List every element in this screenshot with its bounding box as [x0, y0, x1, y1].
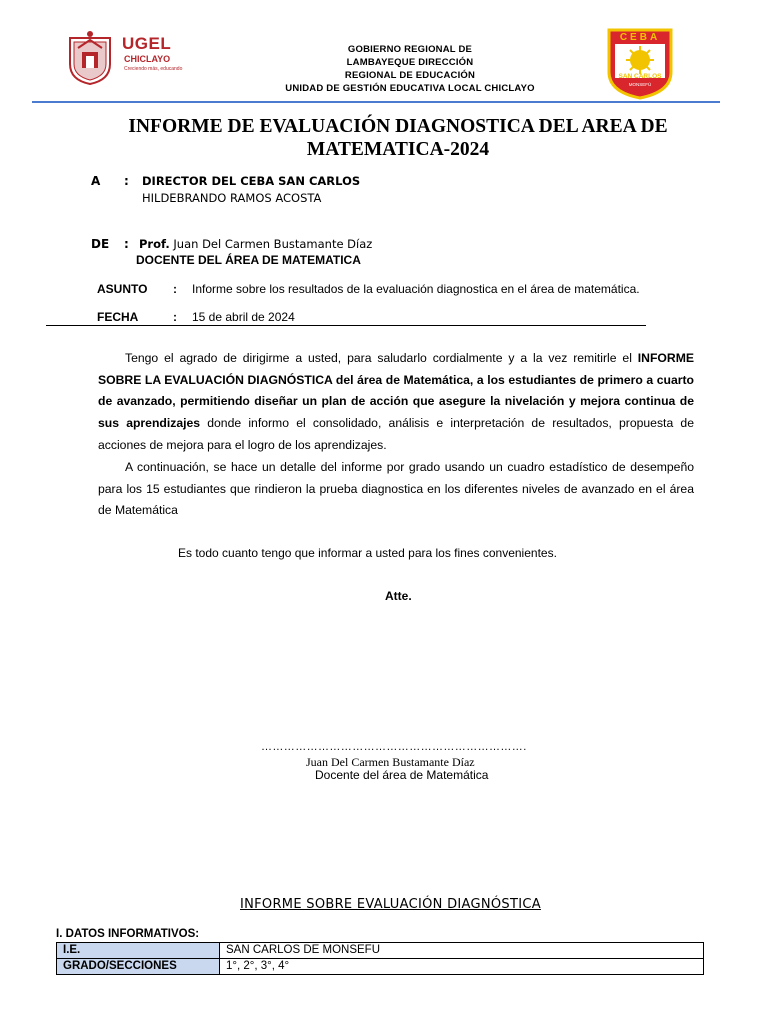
to-line-2: HILDEBRANDO RAMOS ACOSTA — [142, 191, 322, 205]
ceba-logo-name: SAN CARLOS — [618, 73, 662, 80]
closing: Atte. — [385, 589, 412, 603]
ceba-logo — [607, 28, 673, 100]
signature-line: ……………………………………………………………. — [261, 741, 527, 753]
ceba-logo-top: CEBA — [619, 32, 661, 43]
document-title: INFORME DE EVALUACIÓN DIAGNOSTICA DEL AREA DE MATEMATICA-2024 — [128, 116, 668, 160]
info-key: I.E. — [57, 943, 220, 959]
table-row — [57, 959, 704, 975]
body-paragraph-2: A continuación, se hace un detalle del informe por grado usando un cuadro estadístico de desempeño para los 15 estudiantes que rindieron la prueba diagnostica en los diferentes niveles de avanzado en el área de Matemática — [98, 460, 694, 518]
info-value: SAN CARLOS DE MONSEFU — [220, 943, 704, 959]
ugel-crest-icon — [64, 28, 116, 86]
body-p1-a: Tengo el agrado de dirigirme a usted, para saludarlo cordialmente y a la vez remitirle el — [125, 351, 638, 365]
body-p1-c: donde informo el consolidado, análisis e interpretación de resultados, propuesta de acciones de mejora para el logro de los aprendizajes. — [98, 416, 694, 452]
gov-line-4: UNIDAD DE GESTIÓN EDUCATIVA LOCAL CHICLAYO — [285, 83, 535, 94]
to-line-1: DIRECTOR DEL CEBA SAN CARLOS — [142, 174, 361, 188]
header-underline — [46, 325, 646, 326]
from-name-line — [139, 237, 372, 251]
signature-role: Docente del área de Matemática — [315, 768, 489, 782]
gov-line-1: GOBIERNO REGIONAL DE — [347, 44, 473, 55]
body-paragraph-3: Es todo cuanto tengo que informar a usted para los fines convenientes. — [178, 546, 557, 560]
table-row — [57, 943, 704, 959]
date-label: FECHA — [97, 310, 139, 324]
signature-name: Juan Del Carmen Bustamante Díaz — [306, 755, 475, 769]
from-role: DOCENTE DEL ÁREA DE MATEMATICA — [136, 253, 361, 267]
info-value: 1°, 2°, 3°, 4° — [220, 959, 704, 975]
subject-value: Informe sobre los resultados de la evaluación diagnostica en el área de matemática. — [192, 282, 640, 296]
subject-colon: : — [173, 282, 177, 296]
subject-label: ASUNTO — [97, 282, 148, 296]
from-label: DE — [91, 237, 110, 251]
from-prefix: Prof. — [139, 237, 170, 251]
ceba-logo-place: MONSEFÚ — [628, 82, 652, 87]
to-label: A — [91, 174, 101, 188]
ugel-logo-tagline: Creciendo más, educando — [124, 66, 183, 72]
info-table — [56, 942, 704, 975]
info-key: GRADO/SECCIONES — [57, 959, 220, 975]
body-p1-b: INFORME SOBRE LA EVALUACIÓN DIAGNÓSTICA del área de Matemática, a los estudiantes de primero a cuarto de avanzado, permitiendo diseñar un plan de acción que asegure la nivelación y mejora continua de sus aprendizajes — [98, 351, 694, 431]
from-name: Juan Del Carmen Bustamante Díaz — [173, 237, 373, 251]
ugel-logo — [64, 28, 194, 86]
section-subheading: I. DATOS INFORMATIVOS: — [56, 928, 200, 940]
header-rule — [32, 101, 720, 103]
date-value: 15 de abril de 2024 — [192, 310, 295, 324]
ugel-logo-subtext: CHICLAYO — [124, 54, 171, 64]
body-paragraph-1 — [98, 348, 694, 457]
from-colon: : — [124, 237, 129, 251]
date-colon: : — [173, 310, 177, 324]
gov-line-3: REGIONAL DE EDUCACIÓN — [344, 70, 476, 81]
ugel-logo-text: UGEL — [122, 34, 172, 53]
gov-line-2: LAMBAYEQUE DIRECCIÓN — [346, 57, 474, 68]
section-heading: INFORME SOBRE EVALUACIÓN DIAGNÓSTICA — [240, 897, 541, 912]
to-colon: : — [124, 174, 129, 188]
